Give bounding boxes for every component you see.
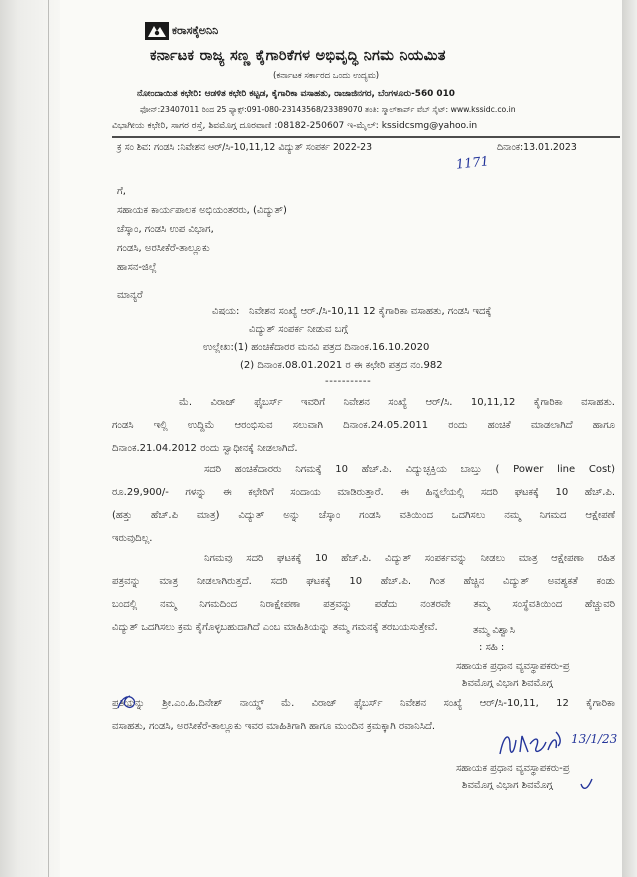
reference-item: ಉಲ್ಲೇಖ:(1) ಹಂಚಿಕೆದಾರರ ಮನವಿ ಪತ್ರದ ದಿನಾಂಕ.16.10.2020 (203, 342, 430, 353)
paragraph-line: ಮೆ. ವಿರಾಜ್ ಫೈಬರ್ಸ್ ಇವರಿಗೆ ನಿವೇಶನ ಸಂಖ್ಯೆ ಆರ್/ಸಿ. 10,11,12 ಕೈಗಾರಿಕಾ ವಸಾಹತು. (179, 397, 615, 408)
branch-office-line: ವಿಭಾಗೀಯ ಕಛೇರಿ, ಸಾಗರ ರಸ್ತೆ, ಶಿವಮೊಗ್ಗ ದೂರವಾಣಿ :08182-250607 ಇ-ಮೈಲ್: kssidcsmg@yahoo.in (112, 121, 478, 131)
body-paragraph (112, 391, 615, 460)
closing-office: ಶಿವಮೊಗ್ಗ ವಿಭಾಗ ಶಿವಮೊಗ್ಗ (462, 678, 553, 689)
reference-item: (2) ದಿನಾಂಕ.08.01.2021 ರ ಈ ಕಛೇರಿ ಪತ್ರದ ನಂ.982 (240, 360, 443, 371)
paragraph-line: ನಿಗಮವು ಸದರಿ ಘಟಕಕ್ಕೆ 10 ಹೆಚ್.ಪಿ. ವಿದ್ಯುತ್ ಸಂಪರ್ಕವನ್ನು ನೀಡಲು ಮಾತ್ರ ಆಕ್ಷೇಪಣಾ ರಹಿತ (204, 553, 615, 564)
paragraph-line: ಗಂಡಸಿ ಇಲ್ಲಿ ಉದ್ದಿಮೆ ಆರಂಭಿಸುವ ಸಲುವಾಗಿ ದಿನಾಂಕ.24.05.2011 ರಂದು ಹಂಚಿಕೆ ಮಾಡಲಾಗಿದೆ ಹಾಗೂ (112, 420, 615, 431)
paragraph-line: ಇರುವುದಿಲ್ಲ. (112, 533, 153, 544)
paragraph-line: ವಸಾಹತು, ಗಂಡಸಿ, ಅರಸೀಕೆರೆ-ತಾಲ್ಲೂಕು ಇವರ ಮಾಹಿತಿಗಾಗಿ ಹಾಗೂ ಮುಂದಿನ ಕ್ರಮಕ್ಕಾಗಿ ರವಾನಿಸಿದೆ. (112, 721, 436, 732)
paragraph-line: ವಿದ್ಯುತ್ ಒದಗಿಸಲು ಕ್ರಮ ಕೈಗೊಳ್ಳಬಹುದಾಗಿದೆ ಎಂಬ ಮಾಹಿತಿಯನ್ನು ತಮ್ಮ ಗಮನಕ್ಕೆ ತರಬಯಸುತ್ತೇವೆ. (112, 622, 438, 633)
handwritten-copy-mark-icon (116, 692, 152, 714)
bottom-designation: ಸಹಾಯಕ ಪ್ರಧಾನ ವ್ಯವಸ್ಥಾಪಕರು-ಪ್ರ (456, 763, 570, 774)
org-subtitle: (ಕರ್ನಾಟಕ ಸರ್ಕಾರದ ಒಂದು ಉದ್ಯಮ) (273, 71, 380, 81)
handwritten-sign-date: 13/1/23 (571, 732, 618, 746)
registered-office: ನೋಂದಾಯಿತ ಕಛೇರಿ: ಆಡಳಿತ ಕಛೇರಿ ಕಟ್ಟಡ, ಕೈಗಾರಿಕಾ ವಸಾಹತು, ರಾಜಾಜಿನಗರ, ಬೆಂಗಳೂರು-560 010 (137, 89, 455, 99)
handwritten-tick-icon (578, 775, 596, 793)
body-paragraph (112, 458, 615, 550)
body-paragraph (112, 547, 615, 639)
org-name: ಕರ್ನಾಟಕ ರಾಜ್ಯ ಸಣ್ಣ ಕೈಗಾರಿಕೆಗಳ ಅಭಿವೃದ್ಧಿ ನಿಗಮ ನಿಯಮಿತ (150, 47, 446, 64)
org-short-name: ಕರಾಸಕೈಅನಿನಿ (172, 24, 219, 37)
subject-text-continued: ವಿದ್ಯುತ್ ಸಂಪರ್ಕ ನೀಡುವ ಬಗ್ಗೆ (249, 324, 348, 335)
page-edge-shadow (622, 0, 637, 877)
separator: ----------- (325, 376, 372, 387)
addressee-line: ಚೆಸ್ಕಾಂ, ಗಂಡಸಿ ಉಪ ವಿಭಾಗ, (117, 224, 214, 235)
paragraph-line: ಬಂದಲ್ಲಿ ನಮ್ಮ ನಿಗಮದಿಂದ ನಿರಾಕ್ಷೇಪಣಾ ಪತ್ರವನ್ನು ಪಡೆದು ನಂತರವೇ ತಮ್ಮ ಸಂಸ್ಥೆವತಿಯಿಂದ ಹೆಚ್ಚುವರಿ (112, 599, 615, 610)
reference-date: ದಿನಾಂಕ:13.01.2023 (497, 142, 577, 153)
addressee-line: ಹಾಸನ-ಜಿಲ್ಲೆ (117, 262, 157, 273)
paragraph-line: ರೂ.29,900/- ಗಳನ್ನು ಈ ಕಛೇರಿಗೆ ಸಂದಾಯ ಮಾಡಿರುತ್ತಾರೆ. ಈ ಹಿನ್ನಲೆಯಲ್ಲಿ ಸದರಿ ಘಟಕಕ್ಕೆ 10 ಹೆಚ್.ಪಿ. (112, 487, 615, 498)
addressee-line: ಗಂಡಸಿ, ಅರಸೀಕೆರೆ-ತಾಲ್ಲೂಕು (117, 243, 210, 254)
binding-margin (0, 0, 60, 877)
handwritten-inward-number: 1171 (455, 154, 490, 173)
paragraph-line: (ಹತ್ತು ಹೆಚ್.ಪಿ ಮಾತ್ರ) ವಿದ್ಯುತ್ ಅನ್ನು ಚೆಸ್ಕಾಂ ಗಂಡಸಿ ವತಿಯಿಂದ ಒದಗಿಸಲು ನಮ್ಮ ನಿಗಮದ ಆಕ್ಷೇಪಣೆ (112, 510, 615, 521)
paragraph-line: ಪ್ರತಿಯನ್ನು ಶ್ರೀ.ಎಂ.ಹಿ.ದಿನೇಶ್ ನಾಯ್ಡ್ ಮೆ. ವಿರಾಜ್ ಫೈಬರ್ಸ್ ನಿವೇಶನ ಸಂಖ್ಯೆ ಆರ್/ಸಿ-10,11, 12 ಕೈಗಾರಿಕಾ (112, 698, 615, 709)
closing-yours: ತಮ್ಮ ವಿಶ್ವಾಸಿ (473, 625, 515, 636)
subject-text: ನಿವೇಶನ ಸಂಖ್ಯೆ ಆರ್./ಸಿ-10,11 12 ಕೈಗಾರಿಕಾ ವಸಾಹತು, ಗಂಡಸಿ ಇದಕ್ಕೆ (249, 306, 492, 317)
addressee-line: ಸಹಾಯಕ ಕಾರ್ಯಪಾಲಕ ಅಭಿಯಂತರರು, (ವಿದ್ಯುತ್) (117, 205, 287, 216)
reference-number: ಕ್ರ ಸಂ ಶಿವ: ಗಂಡಸಿ :ನಿವೇಶನ ಆರ್/ಸಿ-10,11,12 ವಿದ್ಯುತ್ ಸಂಪರ್ಕ 2022-23 (117, 142, 373, 153)
paragraph-line: ಸದರಿ ಹಂಚಿಕೆದಾರರು ನಿಗಮಕ್ಕೆ 10 ಹೆಚ್.ಪಿ. ವಿದ್ಯುಚ್ಛಕ್ತಿಯ ಬಾಬ್ತು ( Power line Cost) (204, 464, 615, 475)
subject-label: ವಿಷಯ: (212, 306, 240, 317)
bottom-office: ಶಿವಮೊಗ್ಗ ವಿಭಾಗ ಶಿವಮೊಗ್ಗ (462, 780, 553, 791)
contact-line: ಫೋನ್:23407011 ರಿಂದ 25 ಫ್ಯಾಕ್ಸ್:091-080-23143568/23389070 ತಂತಿ: ಸ್ಮಾಲ್‌ಕಾರ್ಪ್ ವೆಬ್ ಸೈಟ್: www.kssidc.co.in (140, 105, 516, 114)
to-salutation: ಗೆ, (117, 186, 126, 197)
greeting: ಮಾನ್ಯರೆ (117, 290, 143, 301)
closing-designation: ಸಹಾಯಕ ಪ್ರಧಾನ ವ್ಯವಸ್ಥಾಪಕರು-ಪ್ರ (456, 661, 570, 672)
closing-signed: : ಸಹಿ : (479, 642, 505, 653)
header-rule (112, 136, 620, 138)
paragraph-line: ಪತ್ರವನ್ನು ಮಾತ್ರ ನೀಡಲಾಗಿರುತ್ತದೆ. ಸದರಿ ಘಟಕಕ್ಕೆ 10 ಹೆಚ್.ಪಿ. ಗಿಂತ ಹೆಚ್ಚಿನ ವಿದ್ಯುತ್ ಅವಶ್ಯಕತೆ ಕಂಡು (112, 576, 615, 587)
kssidc-logo-icon (145, 22, 169, 40)
paragraph-line: ದಿನಾಂಕ.21.04.2012 ರಂದು ಸ್ವಾಧೀನಕ್ಕೆ ನೀಡಲಾಗಿದೆ. (112, 443, 298, 454)
